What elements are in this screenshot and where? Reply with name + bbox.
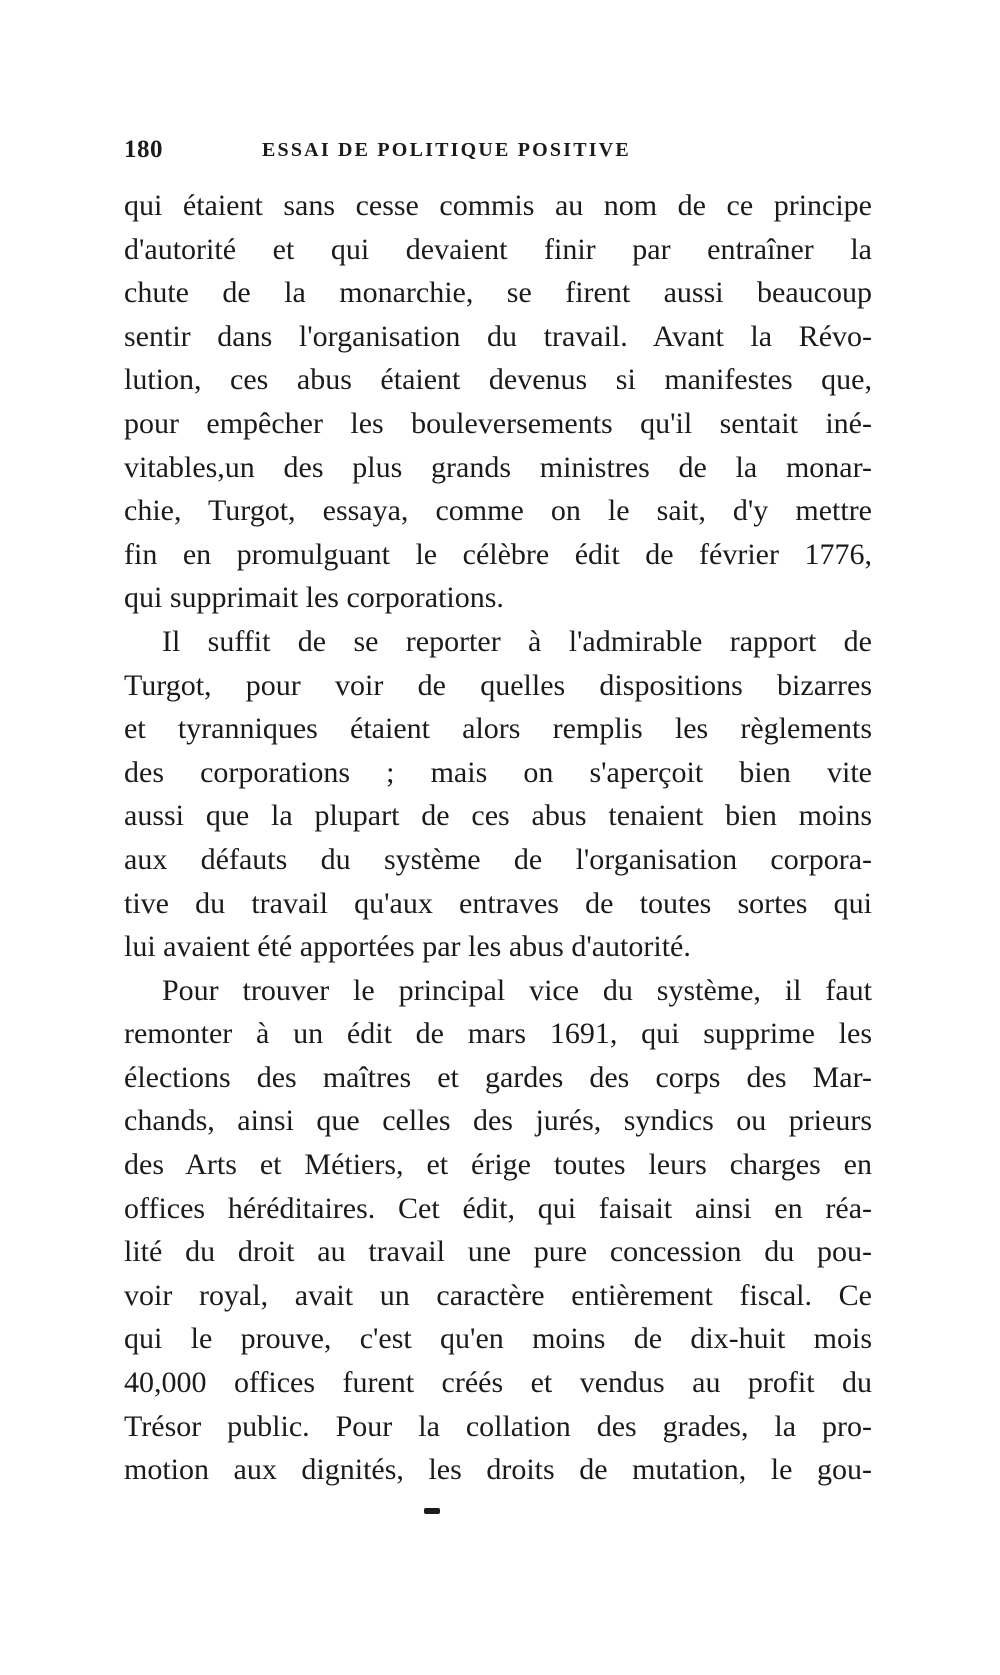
text-line: Turgot, pour voir de quelles dispositions bizarres xyxy=(124,668,872,702)
running-title: ESSAI DE POLITIQUE POSITIVE xyxy=(262,139,631,161)
paragraph-3 xyxy=(124,969,872,1492)
text-line: chute de la monarchie, se firent aussi beaucoup xyxy=(124,276,872,310)
printer-mark xyxy=(424,1508,440,1514)
text-line: motion aux dignités, les droits de mutation, le gou- xyxy=(124,1453,872,1487)
text-line: qui étaient sans cesse commis au nom de ce principe xyxy=(124,189,872,222)
paragraph-2 xyxy=(124,620,872,969)
text-line: élections des maîtres et gardes des corps des Mar- xyxy=(124,1060,872,1094)
paragraph-1 xyxy=(124,184,872,620)
page-number: 180 xyxy=(124,136,163,163)
text-line: des Arts et Métiers, et érige toutes leurs charges en xyxy=(124,1148,872,1182)
text-line: et tyranniques étaient alors remplis les règlements xyxy=(124,712,872,746)
text-line: aussi que la plupart de ces abus tenaient bien moins xyxy=(124,799,872,833)
text-body xyxy=(124,184,872,1492)
text-line: pour empêcher les bouleversements qu'il sentait iné- xyxy=(124,406,872,440)
text-line: d'autorité et qui devaient finir par entraîner la xyxy=(124,232,872,266)
text-line: Pour trouver le principal vice du système, il faut xyxy=(162,973,872,1007)
text-line: qui supprimait les corporations. xyxy=(124,581,504,615)
text-line: Trésor public. Pour la collation des grades, la pro- xyxy=(124,1409,872,1443)
text-line: lui avaient été apportées par les abus d'autorité. xyxy=(124,930,691,964)
text-line: 40,000 offices furent créés et vendus au profit du xyxy=(124,1366,872,1400)
text-line: qui le prouve, c'est qu'en moins de dix-huit mois xyxy=(124,1322,872,1356)
running-head xyxy=(124,136,720,176)
text-line: chands, ainsi que celles des jurés, syndics ou prieurs xyxy=(124,1104,872,1138)
text-line: voir royal, avait un caractère entièrement fiscal. Ce xyxy=(124,1278,872,1312)
text-line: remonter à un édit de mars 1691, qui supprime les xyxy=(124,1017,872,1051)
text-line: chie, Turgot, essaya, comme on le sait, d'y mettre xyxy=(124,494,872,528)
text-line: offices héréditaires. Cet édit, qui faisait ainsi en réa- xyxy=(124,1191,872,1225)
text-line: fin en promulguant le célèbre édit de février 1776, xyxy=(124,537,872,571)
text-line: lité du droit au travail une pure concession du pou- xyxy=(124,1235,872,1269)
text-line: tive du travail qu'aux entraves de toutes sortes qui xyxy=(124,886,872,920)
text-line: lution, ces abus étaient devenus si manifestes que, xyxy=(124,363,872,397)
text-line: vitables,un des plus grands ministres de la monar- xyxy=(124,450,872,484)
text-line: des corporations ; mais on s'aperçoit bien vite xyxy=(124,755,872,789)
text-line: aux défauts du système de l'organisation corpora- xyxy=(124,842,872,876)
text-line: sentir dans l'organisation du travail. Avant la Révo- xyxy=(124,319,872,353)
text-line: Il suffit de se reporter à l'admirable rapport de xyxy=(162,624,872,658)
